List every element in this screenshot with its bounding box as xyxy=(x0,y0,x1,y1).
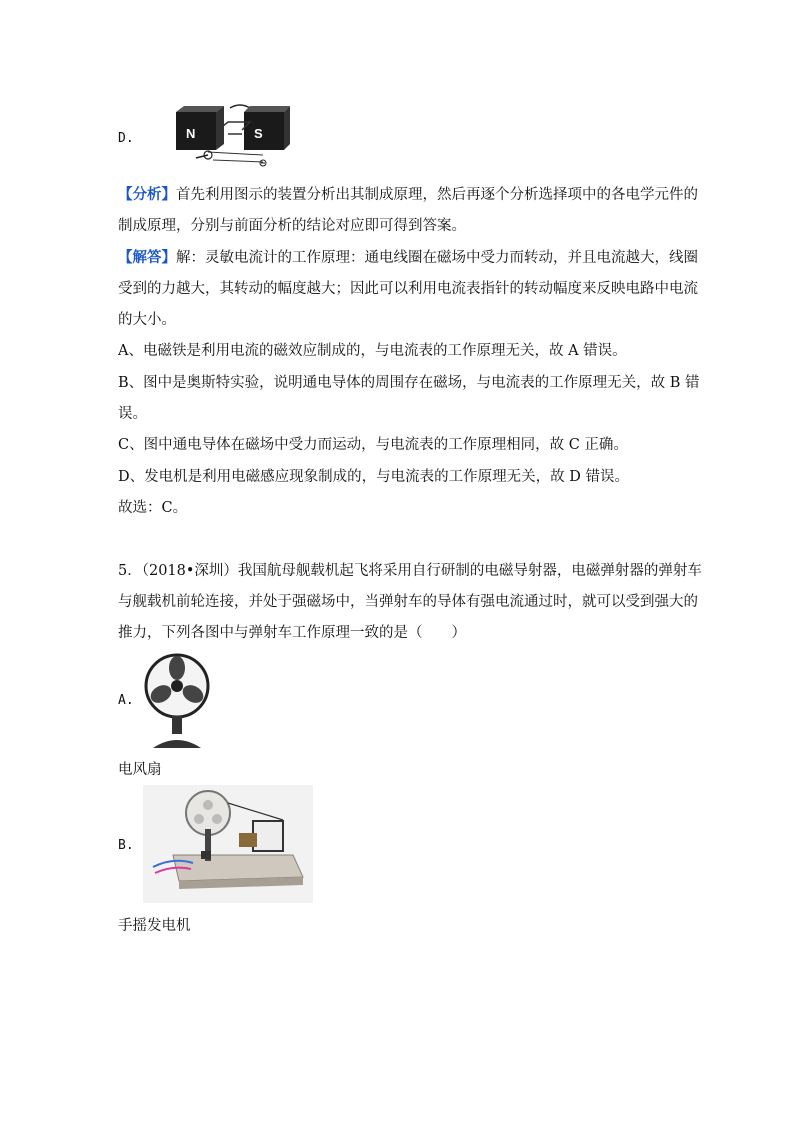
hand-generator-icon xyxy=(143,785,313,903)
answer-line-9: 故选：C。 xyxy=(118,500,188,516)
option-b-caption: 手摇发电机 xyxy=(118,918,191,934)
answer-line-7: C、图中通电导体在磁场中受力而运动，与电流表的工作原理相同，故 C 正确。 xyxy=(118,437,628,453)
motor-magnet-figure xyxy=(168,100,293,175)
answer-line-6: 误。 xyxy=(118,406,147,422)
answer-line-5: B、图中是奥斯特实验，说明通电导体的周围存在磁场，与电流表的工作原理无关，故 B 错 xyxy=(118,375,700,391)
question5-line-2: 与舰载机前轮连接，并处于强磁场中，当弹射车的导体有强电流通过时，就可以受到强大的 xyxy=(118,594,698,610)
magnet-south-label: S xyxy=(254,126,263,141)
answer-line-8: D、发电机是利用电磁感应现象制成的，与电流表的工作原理无关，故 D 错误。 xyxy=(118,469,629,485)
question5-line-1: 5．（2018•深圳）我国航母舰载机起飞将采用自行研制的电磁导射器，电磁弹射器的弹射车 xyxy=(118,563,702,579)
answer-line-3: 的大小。 xyxy=(118,312,176,328)
magnet-north-label: N xyxy=(186,126,196,141)
answer-line-1: 【解答】解：灵敏电流计的工作原理：通电线圈在磁场中受力而转动，并且电流越大，线圈 xyxy=(118,249,698,266)
option-a-label: A. xyxy=(118,693,134,708)
analysis-tag: 【分析】 xyxy=(118,186,176,203)
answer-line-2: 受到的力越大，其转动的幅度越大；因此可以利用电流表指针的转动幅度来反映电路中电流 xyxy=(118,281,698,297)
analysis-line-1: 【分析】首先利用图示的装置分析出其制成原理，然后再逐个分析选择项中的各电学元件的 xyxy=(118,186,698,203)
option-d-label: D. xyxy=(118,131,134,146)
answer-line-4: A、电磁铁是利用电流的磁效应制成的，与电流表的工作原理无关，故 A 错误。 xyxy=(118,343,627,359)
electric-fan-icon xyxy=(143,652,215,750)
option-b-label: B. xyxy=(118,838,134,853)
answer-tag: 【解答】 xyxy=(118,249,176,266)
question5-line-3: 推力，下列各图中与弹射车工作原理一致的是（ ） xyxy=(118,625,466,641)
option-a-caption: 电风扇 xyxy=(118,762,162,778)
analysis-line-2: 制成原理，分别与前面分析的结论对应即可得到答案。 xyxy=(118,218,466,234)
